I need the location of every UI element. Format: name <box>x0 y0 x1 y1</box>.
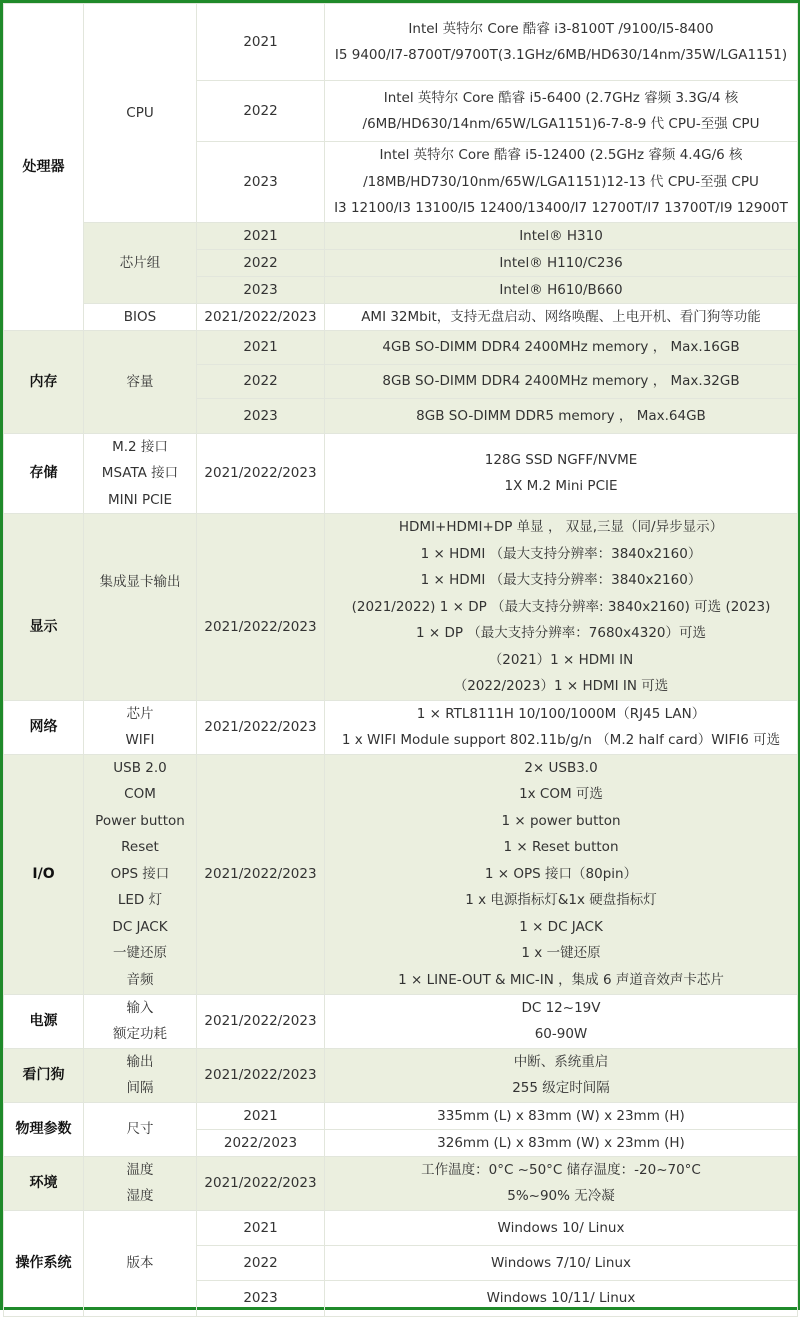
value-cell: 335mm (L) x 83mm (W) x 23mm (H) <box>325 1102 798 1129</box>
value-line: 1 × HDMI （最大支持分辨率：3840x2160） <box>420 545 702 562</box>
table-row <box>4 330 798 364</box>
sub-line: M.2 接口 <box>112 438 168 455</box>
sub-capacity: 容量 <box>84 330 197 433</box>
sub-cpu: CPU <box>84 4 197 223</box>
sub-line: LED 灯 <box>117 892 163 909</box>
year-cell: 2021/2022/2023 <box>197 1156 325 1210</box>
value-cell <box>325 994 798 1048</box>
year-cell: 2021 <box>197 222 325 249</box>
year-cell: 2022 <box>197 1245 325 1280</box>
value-cell <box>325 142 798 223</box>
category-storage: 存储 <box>4 433 84 514</box>
category-environment: 环境 <box>4 1156 84 1210</box>
value-line: 128G SSD NGFF/NVME <box>484 451 638 468</box>
sub-watchdog <box>84 1048 197 1102</box>
category-physical: 物理参数 <box>4 1102 84 1156</box>
value-cell: Windows 10/11/ Linux <box>325 1280 798 1316</box>
spec-table <box>3 3 798 1317</box>
sub-line: WIFI <box>125 732 155 748</box>
sub-chipset: 芯片组 <box>84 222 197 303</box>
value-line: I3 12100/I3 13100/I5 12400/13400/I7 12700T/I7 13700T/I9 12900T <box>334 200 788 216</box>
table-row <box>4 700 798 754</box>
year-cell: 2021/2022/2023 <box>197 514 325 701</box>
value-line: 1 x WIFI Module support 802.11b/g/n （M.2 half card）WIFI6 可选 <box>341 732 781 748</box>
value-line: 1 × HDMI （最大支持分辨率：3840x2160） <box>420 572 702 588</box>
table-row <box>4 433 798 514</box>
value-line: 60-90W <box>534 1026 588 1042</box>
year-cell: 2023 <box>197 398 325 433</box>
sub-storage <box>84 433 197 514</box>
sub-line: Reset <box>121 839 159 856</box>
sub-line: DC JACK <box>112 918 168 935</box>
value-line: 1 × Reset button <box>503 839 619 856</box>
value-line: 2× USB3.0 <box>524 759 598 776</box>
value-line: 1 × OPS 接口（80pin） <box>484 865 638 882</box>
year-cell: 2022 <box>197 81 325 142</box>
table-row <box>4 222 798 249</box>
year-cell: 2021 <box>197 330 325 364</box>
sub-line: 输入 <box>126 999 154 1016</box>
value-line: 1x COM 可选 <box>519 786 603 803</box>
value-line: /6MB/HD630/14nm/65W/LGA1151)6-7-8-9 代 CPU-至强 CPU <box>362 116 760 132</box>
table-row <box>4 1048 798 1102</box>
value-cell: 326mm (L) x 83mm (W) x 23mm (H) <box>325 1129 798 1156</box>
value-line: 工作温度：0°C ~50°C 储存温度：-20~70°C <box>421 1161 701 1178</box>
table-row <box>4 1102 798 1129</box>
value-line: 1 x 电源指标灯&1x 硬盘指标灯 <box>465 892 657 909</box>
value-line: (2021/2022) 1 × DP （最大支持分辨率: 3840x2160) 可选 (2023) <box>351 598 771 615</box>
sub-size: 尺寸 <box>84 1102 197 1156</box>
year-cell: 2021 <box>197 1102 325 1129</box>
sub-environment <box>84 1156 197 1210</box>
year-cell: 2023 <box>197 142 325 223</box>
value-cell <box>325 700 798 754</box>
category-display: 显示 <box>4 514 84 701</box>
year-cell: 2022/2023 <box>197 1129 325 1156</box>
year-cell: 2021/2022/2023 <box>197 433 325 514</box>
sub-line: OPS 接口 <box>110 865 170 882</box>
value-line: 1 × power button <box>501 812 621 829</box>
table-row <box>4 1156 798 1210</box>
value-cell: AMI 32Mbit，支持无盘启动、网络唤醒、上电开机、看门狗等功能 <box>325 303 798 330</box>
category-os: 操作系统 <box>4 1210 84 1316</box>
sub-line: 温度 <box>126 1161 154 1178</box>
value-cell <box>325 754 798 994</box>
sub-line: 一键还原 <box>113 945 167 962</box>
table-row <box>4 1210 798 1245</box>
year-cell: 2021 <box>197 1210 325 1245</box>
sub-line: 额定功耗 <box>113 1026 167 1042</box>
sub-line: USB 2.0 <box>113 759 167 776</box>
value-cell: Intel® H610/B660 <box>325 276 798 303</box>
value-line: 1 × RTL8111H 10/100/1000M（RJ45 LAN） <box>416 705 706 722</box>
value-cell <box>325 514 798 701</box>
value-line: 1 × LINE-OUT & MIC-IN ，集成 6 声道音效声卡芯片 <box>398 971 724 988</box>
category-io: I/O <box>4 754 84 994</box>
value-line: Intel 英特尔 Core 酷睿 i3-8100T /9100/I5-8400 <box>408 20 714 37</box>
value-line: 1 × DP （最大支持分辨率：7680x4320）可选 <box>415 625 706 641</box>
category-power: 电源 <box>4 994 84 1048</box>
sub-bios: BIOS <box>84 303 197 330</box>
sub-line: 湿度 <box>126 1188 154 1204</box>
value-cell: Windows 10/ Linux <box>325 1210 798 1245</box>
value-line: Intel 英特尔 Core 酷睿 i5-6400 (2.7GHz 睿频 3.3G/4 核 <box>383 89 739 106</box>
value-line: （2022/2023）1 × HDMI IN 可选 <box>453 678 669 694</box>
year-cell: 2021/2022/2023 <box>197 994 325 1048</box>
sub-line: MSATA 接口 <box>101 465 179 481</box>
sub-line: 输出 <box>126 1053 154 1070</box>
value-cell: 8GB SO-DIMM DDR4 2400MHz memory ， Max.32GB <box>325 364 798 398</box>
sub-network <box>84 700 197 754</box>
category-network: 网络 <box>4 700 84 754</box>
value-line: 中断、系统重启 <box>513 1053 609 1070</box>
table-row <box>4 303 798 330</box>
sub-line: 间隔 <box>126 1080 154 1096</box>
value-line: HDMI+HDMI+DP 单显 ， 双显,三显（同/异步显示） <box>398 519 724 535</box>
category-memory: 内存 <box>4 330 84 433</box>
value-cell <box>325 81 798 142</box>
value-cell <box>325 1156 798 1210</box>
value-line: DC 12~19V <box>521 999 601 1016</box>
value-line: 255 级定时间隔 <box>512 1080 610 1096</box>
value-line: （2021）1 × HDMI IN <box>488 651 634 668</box>
year-cell: 2021/2022/2023 <box>197 754 325 994</box>
year-cell: 2021/2022/2023 <box>197 700 325 754</box>
year-cell: 2023 <box>197 1280 325 1316</box>
value-line: Intel 英特尔 Core 酷睿 i5-12400 (2.5GHz 睿频 4.4G/6 核 <box>379 147 743 163</box>
table-row <box>4 4 798 81</box>
category-watchdog: 看门狗 <box>4 1048 84 1102</box>
sub-line: 音频 <box>126 971 154 988</box>
value-cell <box>325 433 798 514</box>
sub-power <box>84 994 197 1048</box>
value-cell: 8GB SO-DIMM DDR5 memory ， Max.64GB <box>325 398 798 433</box>
table-row <box>4 514 798 701</box>
value-line: /18MB/HD730/10nm/65W/LGA1151)12-13 代 CPU-至强 CPU <box>363 173 759 190</box>
value-line: 1 x 一键还原 <box>521 945 601 962</box>
value-cell: 4GB SO-DIMM DDR4 2400MHz memory ， Max.16GB <box>325 330 798 364</box>
year-cell: 2022 <box>197 364 325 398</box>
value-cell: Intel® H110/C236 <box>325 249 798 276</box>
year-cell: 2022 <box>197 249 325 276</box>
sub-line: MINI PCIE <box>107 491 173 508</box>
sub-display: 集成显卡输出 <box>84 514 197 701</box>
value-cell <box>325 1048 798 1102</box>
sub-version: 版本 <box>84 1210 197 1316</box>
value-cell: Windows 7/10/ Linux <box>325 1245 798 1280</box>
year-cell: 2021/2022/2023 <box>197 303 325 330</box>
sub-line: Power button <box>95 812 185 829</box>
sub-io <box>84 754 197 994</box>
sub-line: COM <box>124 786 156 803</box>
table-row <box>4 994 798 1048</box>
year-cell: 2023 <box>197 276 325 303</box>
year-cell: 2021/2022/2023 <box>197 1048 325 1102</box>
year-cell: 2021 <box>197 4 325 81</box>
value-line: 5%~90% 无冷凝 <box>507 1188 615 1204</box>
value-cell: Intel® H310 <box>325 222 798 249</box>
value-line: 1X M.2 Mini PCIE <box>504 478 618 495</box>
table-row <box>4 754 798 994</box>
sub-line: 芯片 <box>126 705 154 722</box>
value-line: I5 9400/I7-8700T/9700T(3.1GHz/6MB/HD630/14nm/35W/LGA1151) <box>334 47 788 63</box>
value-cell <box>325 4 798 81</box>
value-line: 1 × DC JACK <box>519 918 603 935</box>
category-processor: 处理器 <box>4 4 84 331</box>
